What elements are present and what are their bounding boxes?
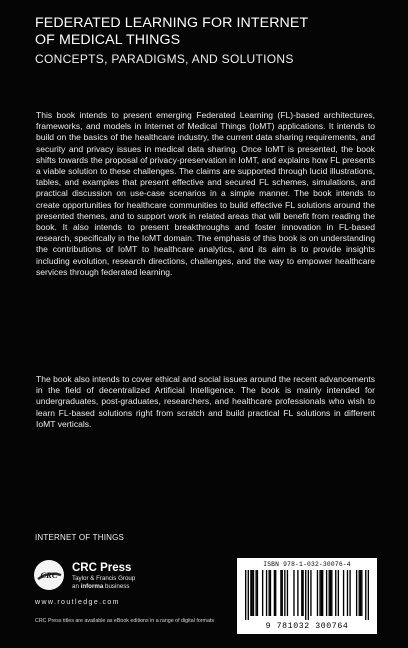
publisher-group: Taylor & Francis Group [72, 575, 136, 582]
business-brand: informa [80, 582, 104, 590]
barcode-bar [280, 570, 281, 616]
barcode-bar [310, 570, 311, 616]
barcode-bar [274, 570, 275, 616]
barcode-bar [257, 570, 258, 616]
book-title-line-1: FEDERATED LEARNING FOR INTERNET [35, 15, 309, 31]
barcode-bar [343, 570, 344, 616]
barcode-bar [252, 570, 253, 616]
description-paragraph-2: The book also intends to cover ethical and social issues around the recent advancements in the field of decentralized Artificial Intelligence. The book is mainly intended for undergraduates, post-graduates, researchers, and healthcare professionals who wish to learn FL-based solutions right from scratch and build practical FL solutions in different IoMT verticals. [36, 374, 375, 429]
barcode-bar [270, 570, 271, 616]
barcode-bar [284, 570, 285, 616]
barcode-bar [360, 570, 361, 616]
barcode-bar [356, 570, 357, 616]
isbn-digits: 9 781032 300764 [265, 622, 349, 631]
book-subtitle: CONCEPTS, PARADIGMS, AND SOLUTIONS [35, 52, 294, 66]
barcode-bar [268, 570, 269, 616]
isbn-barcode [237, 558, 377, 634]
book-title-line-2: OF MEDICAL THINGS [35, 32, 181, 48]
barcode-bar [365, 570, 366, 620]
barcode-bar [321, 570, 322, 616]
barcode-bar [287, 570, 288, 616]
barcode-bar [338, 570, 339, 616]
barcode-bar [329, 570, 330, 616]
barcode-bar [326, 570, 327, 616]
barcode-bar [330, 570, 331, 616]
description-paragraph-1: This book intends to present emerging Federated Learning (FL)-based architectures, frameworks, and models in Internet of Medical Things (IoMT) applications. It intends to build on the basics of the healthcare industry, the current data sharing requirements, and security and privacy issues in medical data sharing. Once IoMT is presented, the book shifts towards the proposal of privacy-preservation in IoMT, and explains how FL presents a viable solution to these challenges. The claims are supported through lucid illustrations, tables, and examples that present effective and secured FL schemes, simulations, and practical discussion on use-case scenarios in a simple manner. The book intends to create opportunities for healthcare communities to build effective FL solutions around the presented themes, and to support work in related areas that will benefit from reading the book. It also intends to present breakthroughs and foster innovation in FL-based research, specifically in the IoMT domain. The emphasis of this book is on understanding the contributions of IoMT to healthcare analytics, and its aim is to provide insights including evolution, research directions, challenges, and the way to empower healthcare services through federated learning. [36, 110, 375, 277]
barcode-bar [359, 570, 360, 616]
logo-wordmark: CRC [40, 570, 58, 580]
barcode-bar [282, 570, 283, 616]
barcode-bar [331, 570, 332, 616]
barcode-bar [275, 570, 276, 616]
publisher-block [72, 562, 135, 590]
barcode-bar [293, 570, 294, 616]
barcode-bar [349, 570, 350, 616]
barcode-bar [317, 570, 318, 616]
crc-press-logo [34, 560, 64, 590]
business-suffix: business [103, 582, 130, 590]
business-prefix: an [72, 582, 81, 590]
barcode-bar [301, 570, 302, 616]
barcode-bar [319, 570, 320, 616]
book-title [35, 15, 385, 49]
barcode-bar [361, 570, 362, 616]
isbn-label: ISBN 978-1-032-30076-4 [263, 561, 351, 568]
publisher-business [72, 583, 135, 591]
barcode-bar [305, 570, 306, 620]
ebook-note: CRC Press titles are available as eBook editions in a range of digital formats [35, 618, 215, 624]
barcode-bar [245, 570, 246, 620]
barcode-bar [347, 570, 348, 616]
barcode-bar [266, 570, 267, 616]
barcode-bars [245, 570, 369, 620]
barcode-bar [297, 570, 298, 616]
barcode-bar [250, 570, 251, 616]
subject-category: INTERNET OF THINGS [35, 533, 125, 542]
barcode-bar [308, 570, 309, 620]
barcode-bar [368, 570, 369, 620]
publisher-name: CRC Press [72, 562, 132, 574]
barcode-bar [253, 570, 254, 616]
barcode-bar [322, 570, 323, 616]
barcode-bar [335, 570, 336, 616]
publisher-url[interactable]: www.routledge.com [35, 599, 120, 606]
barcode-bar [302, 570, 303, 616]
barcode-bar [255, 570, 256, 616]
barcode-bar [262, 570, 263, 616]
barcode-bar [248, 570, 249, 620]
